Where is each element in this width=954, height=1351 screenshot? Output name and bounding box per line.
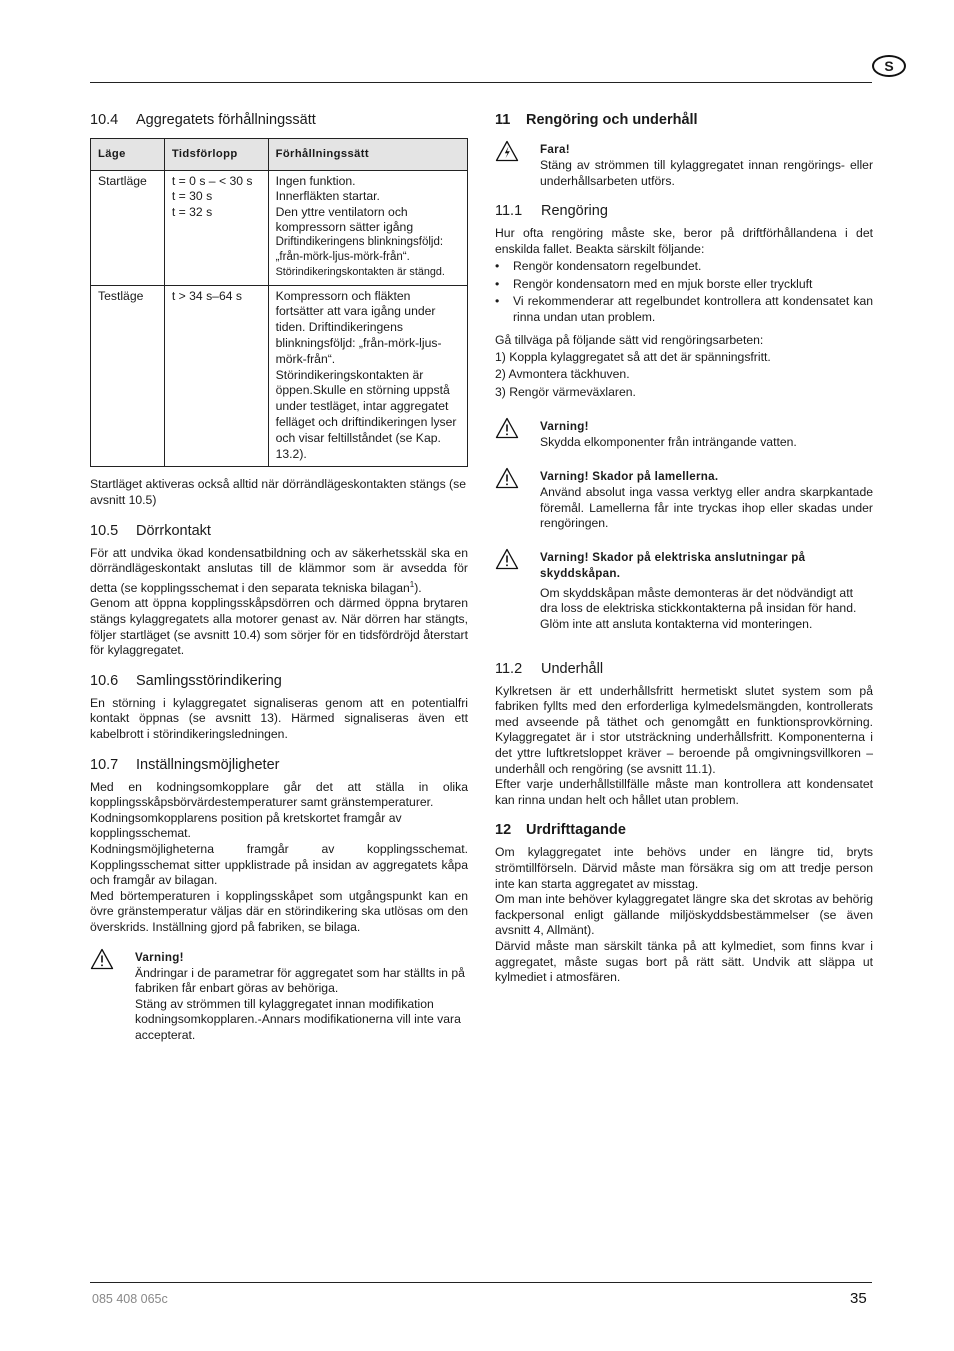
list-item: • Vi rekommenderar att regelbundet kontrollera att kondensatet kan rinna undan utan problem. (495, 293, 873, 324)
warning-block (495, 419, 873, 451)
table-cell-time: t > 34 s–64 s (164, 285, 268, 467)
section-10-5-heading (90, 523, 468, 539)
paragraph: Kodningsomkopplarens position på kretskortet framgår av kopplingsschemat. (90, 810, 402, 841)
bullet-list (495, 259, 873, 325)
electric-hazard-icon (495, 140, 519, 162)
list-item: • Rengör kondensatorn regelbundet. (495, 259, 702, 274)
table-cell-mode: Startläge (91, 171, 165, 285)
section-number: 12 (495, 822, 512, 839)
warning-icon (495, 417, 519, 439)
section-11-2-heading (495, 661, 873, 677)
column-header: Läge (91, 139, 165, 171)
warning-text: Använd absolut inga vassa verktyg eller andra skarpkantade föremål. Lamellerna får inte tryckas ihop eller skadas under rengöringen. (540, 485, 873, 531)
warning-icon (495, 548, 519, 570)
warning-title: Varning! (135, 950, 184, 964)
section-number: 10.4 (90, 112, 119, 128)
section-number: 10.7 (90, 756, 119, 773)
behaviour-line: Driftindikeringens blinkningsföljd: „från-mörk-ljus-mörk-från“. (275, 236, 444, 264)
table-row (91, 171, 468, 285)
section-11-heading (495, 112, 873, 128)
table-note: Startläget aktiveras också alltid när dörrändlägeskontakten stängs (se avsnitt 10.5) (90, 477, 466, 507)
paragraph: Om kylaggregatet inte behövs under en längre tid, bryts strömtillförseln. Därvid måste man försäkra sig om att tredje person inte kan starta aggregatet av misstag. (495, 845, 873, 891)
section-number: 10.6 (90, 672, 119, 689)
paragraph: Hur ofta rengöring måste ske, beror på driftförhållandena i det enskilda fallet. Beakta särskilt följande: (495, 226, 873, 256)
list-item-text: Rengör kondensatorn regelbundet. (513, 259, 702, 274)
document-code: 085 408 065c (92, 1292, 168, 1306)
footer-rule (90, 1282, 872, 1283)
warning-text: Om skyddskåpan måste demonteras är det nödvändigt att dra loss de elektriska stickkontakterna på insidan för hand. Glöm inte att ansluta kontakterna vid monteringen. (540, 585, 857, 631)
table-cell-mode: Testläge (91, 285, 165, 467)
column-header: Förhållningssätt (268, 139, 467, 171)
danger-title: Fara! (540, 143, 570, 156)
paragraph: Med börtemperaturen i kopplingsskåpet som utgångspunkt kan en övre gränstemperatur väljas där en störindikering ska utlösas om den överskrids. Inställning gjord på fabriken, se bilaga. (90, 888, 468, 934)
section-10-4-heading (90, 112, 468, 128)
section-title: Rengöring (541, 203, 608, 220)
warning-text: Skydda elkomponenter från inträngande vatten. (540, 435, 797, 450)
behaviour-line: Den yttre ventilatorn och kompressorn sätter igång (275, 204, 414, 234)
table-header-row (91, 139, 468, 171)
time-line: t = 30 s (171, 189, 213, 204)
right-column (495, 110, 873, 986)
paragraph-text: För att undvika ökad kondensatbildning och av säkerhetsskäl ska en dörrändlägeskontakt anslutas till de klämmor som är avsedda för detta (se kopplingsschemat i den separata tekniska bilagan (90, 545, 468, 595)
behaviour-line: Innerfläkten startar. (275, 189, 380, 204)
warning-title: Varning! (540, 420, 589, 434)
warning-title: Varning! Skador på lamellerna. (540, 470, 719, 484)
section-title: Dörrkontakt (136, 522, 211, 539)
warning-icon (90, 948, 114, 970)
behaviour-line: Störindikeringskontakten är stängd. (275, 266, 445, 279)
warning-block (495, 550, 873, 633)
section-12-heading (495, 822, 873, 838)
paragraph: Om man inte behöver kylaggregatet längre ska det skrotas av behörig fackpersonal enligt gällande miljöskyddsbestämmelser (se även avsnitt 4, Allmänt). (495, 892, 873, 938)
section-number: 10.5 (90, 522, 119, 539)
paragraph: Kylkretsen är ett underhållsfritt hermetiskt slutet system som på fabriken fyllts med den erforderliga kylmedelsmängden, kontrollerats med avseende på täthet och genomgått en funktionsprovkörning. Kylaggregatet är i stor utsträckning underhållsfritt. Komponenterna i det yttre luftkretsloppet kräver – beroende på omgivningsvillkoren – underhåll och rengöring (se avsnitt 11.1). (495, 683, 873, 776)
list-item: • Rengör kondensatorn med en mjuk borste eller tryckluft (495, 276, 813, 291)
column-header: Tidsförlopp (164, 139, 268, 171)
warning-text: Ändringar i de parametrar för aggregatet som har ställts in på fabriken får enbart göras av behöriga. (135, 965, 465, 996)
section-title: Rengöring och underhåll (526, 112, 698, 128)
paragraph: Gå tillväga på följande sätt vid rengöringsarbeten: (495, 333, 764, 348)
warning-block (90, 950, 468, 1044)
section-title: Underhåll (541, 660, 604, 677)
section-title: Samlingsstörindikering (136, 672, 282, 689)
warning-block (495, 469, 873, 532)
warning-icon (495, 467, 519, 489)
footnote-marker: 1 (409, 579, 415, 589)
language-badge: S (872, 55, 906, 77)
section-10-7-heading (90, 757, 468, 773)
danger-block (495, 142, 873, 189)
table-cell-behaviour (268, 171, 467, 285)
table-cell-behaviour: Kompressorn och fläkten fortsätter att vara igång under tiden. Driftindikeringens blinkningsföljd: „från-mörk-ljus-mörk-från“. Störindikeringskontakten är öppen.Skulle en störning uppstå under testläget, intar aggregatet felläget och driftindikeringen lyser och visar feltillståndet (se Kap. 13.2). (268, 285, 467, 467)
behaviour-table (90, 138, 468, 467)
paragraph-text: ). (414, 580, 422, 595)
section-title: Inställningsmöjligheter (136, 756, 280, 773)
section-number: 11 (495, 112, 511, 128)
paragraph: Därvid måste man särskilt tänka på att kylmediet, som finns kvar i aggregatet, måste sugas bort på rätt sätt. Undvik att släppa ut kylmediet i atmosfären. (495, 938, 873, 985)
section-11-1-heading (495, 203, 873, 219)
warning-title: Varning! Skador på elektriska anslutningar på skyddskåpan. (540, 550, 806, 580)
warning-text: Stäng av strömmen till kylaggregatet innan modifikation kodningsomkopplaren.-Annars modifikationerna vill inte vara accepterat. (135, 996, 461, 1042)
table-row (91, 285, 468, 467)
list-item: 2) Avmontera täckhuven. (495, 367, 630, 382)
danger-text: Stäng av strömmen till kylaggregatet innan rengörings- eller underhållsarbeten utförs. (540, 158, 873, 188)
paragraph: Kodningsmöjligheterna framgår av kopplingsschemat. Kopplingsschemat sitter uppklistrade på insidan av aggregatets kåpa och framgår av bilagan. (90, 841, 468, 888)
page-number: 35 (850, 1290, 867, 1307)
paragraph: En störning i kylaggregatet signaliseras genom att en potentialfri kontakt öppnas (se avsnitt 13). Härmed signaliseras även ett kabelbrott i störindikeringsledningen. (90, 695, 468, 741)
time-line: t = 32 s (171, 204, 213, 219)
section-10-6-heading (90, 673, 468, 689)
paragraph: Med en kodningsomkopplare går det att ställa in olika kopplingsskåpsbörvärdestemperaturer samt gränstemperaturer. (90, 779, 468, 810)
section-number: 11.2 (495, 660, 523, 677)
left-column (90, 110, 468, 1043)
list-item: 1) Koppla kylaggregatet så att det är spänningsfritt. (495, 349, 771, 364)
time-line: t = 0 s – < 30 s (171, 174, 253, 189)
paragraph: Genom att öppna kopplingsskåpsdörren och därmed öppna brytaren stängs kylaggregatets alla motorer genast av. När dörren har stängts, följer startläget (se avsnitt 10.4) som sörjer för en tidsfördröjd återstart för kylaggregatet. (90, 596, 468, 658)
paragraph: Efter varje underhållstillfälle måste man kontrollera att kondensatet kan rinna undan helt och hållet utan problem. (495, 777, 873, 807)
numbered-list (495, 349, 873, 402)
section-title: Urdrifttagande (526, 822, 626, 839)
section-number: 11.1 (495, 203, 523, 220)
behaviour-line: Ingen funktion. (275, 174, 356, 189)
section-title: Aggregatets förhållningssätt (136, 112, 316, 128)
paragraph (90, 546, 468, 597)
header-rule (90, 82, 872, 83)
table-cell-time (164, 171, 268, 285)
list-item-text: Vi rekommenderar att regelbundet kontrollera att kondensatet kan rinna undan utan problem. (513, 293, 873, 324)
list-item-text: Rengör kondensatorn med en mjuk borste eller tryckluft (513, 276, 813, 291)
list-item: 3) Rengör värmeväxlaren. (495, 384, 636, 399)
